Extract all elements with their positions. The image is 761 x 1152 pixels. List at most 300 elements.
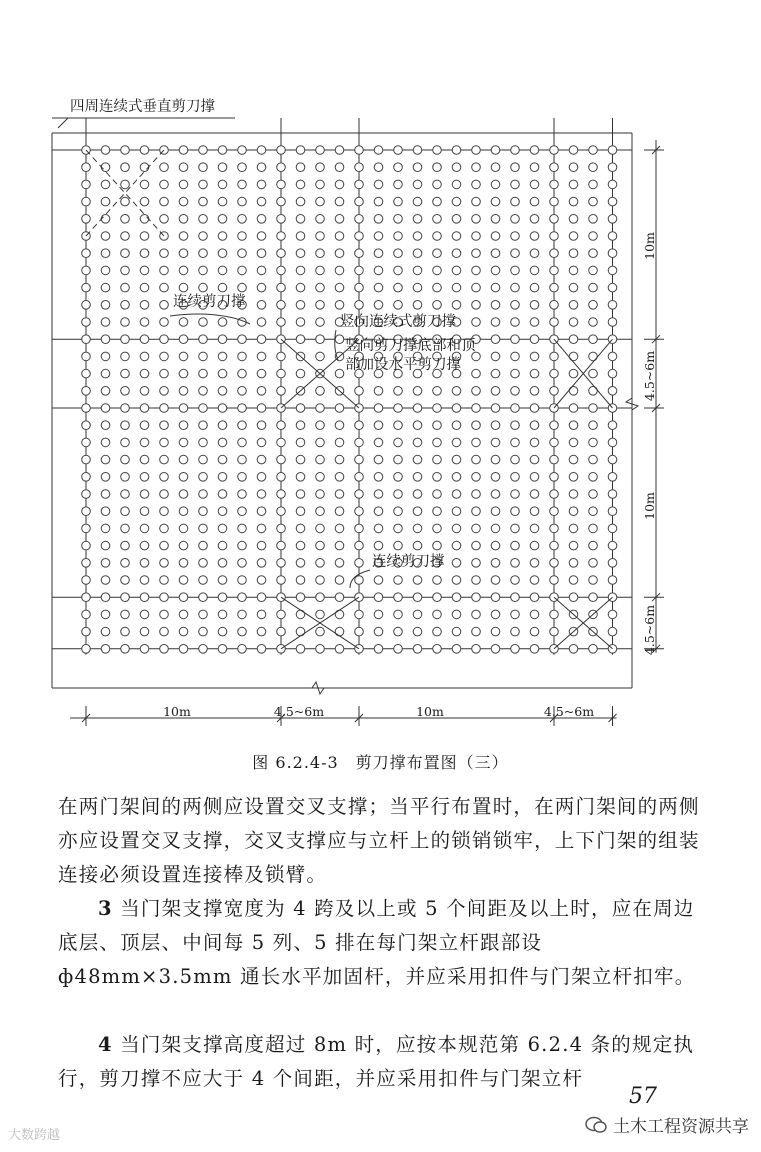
pole xyxy=(140,146,149,155)
pole xyxy=(316,438,325,447)
pole xyxy=(608,559,617,568)
pole xyxy=(257,490,266,499)
pole xyxy=(101,610,110,619)
pole xyxy=(355,387,364,396)
pole xyxy=(608,455,617,464)
pole xyxy=(608,215,617,224)
pole xyxy=(179,593,188,602)
pole xyxy=(511,387,520,396)
pole xyxy=(316,232,325,241)
pole xyxy=(257,438,266,447)
pole xyxy=(296,369,305,378)
chat-bubble-icon xyxy=(585,1116,607,1134)
pole xyxy=(569,645,578,654)
pole xyxy=(160,249,169,258)
pole xyxy=(335,283,344,292)
pole xyxy=(374,283,383,292)
pole xyxy=(355,576,364,585)
pole xyxy=(491,455,500,464)
pole xyxy=(413,197,422,206)
pole xyxy=(335,180,344,189)
pole xyxy=(511,610,520,619)
pole xyxy=(335,215,344,224)
pole xyxy=(238,369,247,378)
pole xyxy=(530,301,539,310)
pole xyxy=(491,404,500,413)
pole xyxy=(179,369,188,378)
pole xyxy=(491,593,500,602)
pole xyxy=(335,645,344,654)
pole xyxy=(179,266,188,275)
pole xyxy=(608,369,617,378)
pole xyxy=(179,404,188,413)
pole xyxy=(101,352,110,361)
pole xyxy=(550,301,559,310)
pole xyxy=(160,559,169,568)
pole xyxy=(394,645,403,654)
pole xyxy=(238,387,247,396)
pole xyxy=(179,352,188,361)
pole xyxy=(160,541,169,550)
pole xyxy=(238,249,247,258)
pole xyxy=(413,541,422,550)
pole xyxy=(413,438,422,447)
pole xyxy=(140,645,149,654)
pole xyxy=(335,146,344,155)
pole xyxy=(82,455,91,464)
pole xyxy=(530,283,539,292)
pole xyxy=(589,387,598,396)
pole xyxy=(296,524,305,533)
pole xyxy=(335,627,344,636)
pole xyxy=(413,473,422,482)
pole xyxy=(199,335,208,344)
pole xyxy=(199,490,208,499)
paragraph-cross-bracing xyxy=(58,790,708,892)
pole xyxy=(121,249,130,258)
dim-bottom-4: 4.5~6m xyxy=(543,704,595,719)
pole xyxy=(199,387,208,396)
pole xyxy=(316,352,325,361)
pole xyxy=(452,180,461,189)
pole xyxy=(335,266,344,275)
watermark-text: 土木工程资源共享 xyxy=(613,1117,749,1137)
pole xyxy=(199,318,208,327)
pole xyxy=(140,455,149,464)
pole xyxy=(218,490,227,499)
pole xyxy=(472,473,481,482)
pole xyxy=(160,490,169,499)
pole xyxy=(296,249,305,258)
pole xyxy=(218,180,227,189)
pole xyxy=(121,146,130,155)
pole xyxy=(277,249,286,258)
pole xyxy=(355,163,364,172)
pole xyxy=(530,524,539,533)
pole xyxy=(101,387,110,396)
pole xyxy=(218,266,227,275)
pole xyxy=(160,610,169,619)
pole xyxy=(413,576,422,585)
pole xyxy=(296,180,305,189)
pole xyxy=(452,576,461,585)
pole xyxy=(355,473,364,482)
pole xyxy=(277,473,286,482)
pole xyxy=(394,610,403,619)
pole xyxy=(101,490,110,499)
pole xyxy=(121,335,130,344)
pole xyxy=(238,559,247,568)
pole xyxy=(101,180,110,189)
pole xyxy=(550,283,559,292)
pole xyxy=(296,610,305,619)
pole xyxy=(277,301,286,310)
pole xyxy=(316,559,325,568)
pole xyxy=(160,645,169,654)
pole xyxy=(160,404,169,413)
pole xyxy=(394,541,403,550)
pole xyxy=(413,249,422,258)
pole xyxy=(101,438,110,447)
pole xyxy=(394,146,403,155)
pole xyxy=(82,352,91,361)
pole xyxy=(355,215,364,224)
pole xyxy=(608,524,617,533)
pole xyxy=(316,404,325,413)
pole xyxy=(316,610,325,619)
pole xyxy=(355,421,364,430)
pole xyxy=(550,387,559,396)
pole xyxy=(82,369,91,378)
pole xyxy=(511,283,520,292)
pole xyxy=(140,593,149,602)
pole xyxy=(218,541,227,550)
pole xyxy=(82,387,91,396)
pole xyxy=(355,541,364,550)
pole xyxy=(589,335,598,344)
pole xyxy=(452,215,461,224)
pole xyxy=(608,266,617,275)
pole xyxy=(140,335,149,344)
pole xyxy=(511,559,520,568)
pole xyxy=(433,490,442,499)
pole xyxy=(277,352,286,361)
pole xyxy=(394,438,403,447)
pole xyxy=(218,455,227,464)
pole xyxy=(550,318,559,327)
pole xyxy=(491,352,500,361)
pole xyxy=(511,507,520,516)
pole xyxy=(413,387,422,396)
pole xyxy=(82,473,91,482)
pole xyxy=(335,163,344,172)
pole xyxy=(413,645,422,654)
pole xyxy=(238,197,247,206)
pole xyxy=(589,249,598,258)
pole xyxy=(335,524,344,533)
pole xyxy=(472,215,481,224)
pole xyxy=(316,507,325,516)
pole xyxy=(569,421,578,430)
pole xyxy=(179,146,188,155)
pole xyxy=(160,180,169,189)
pole xyxy=(335,197,344,206)
pole xyxy=(335,232,344,241)
pole xyxy=(316,215,325,224)
dim-right-4: 4.5~6m xyxy=(642,604,657,656)
pole xyxy=(433,455,442,464)
pole xyxy=(608,421,617,430)
pole xyxy=(101,473,110,482)
pole xyxy=(413,232,422,241)
pole xyxy=(140,197,149,206)
pole xyxy=(179,541,188,550)
pole xyxy=(140,490,149,499)
pole xyxy=(160,163,169,172)
pole xyxy=(491,473,500,482)
pole xyxy=(296,215,305,224)
pole xyxy=(316,146,325,155)
pole xyxy=(569,215,578,224)
pole xyxy=(530,369,539,378)
pole xyxy=(589,576,598,585)
pole xyxy=(569,507,578,516)
pole xyxy=(179,438,188,447)
pole xyxy=(179,524,188,533)
pole xyxy=(199,559,208,568)
pole xyxy=(589,301,598,310)
pole xyxy=(550,163,559,172)
pole xyxy=(218,352,227,361)
watermark-source-text: 大数跨越 xyxy=(8,1128,61,1143)
dim-bottom-1: 10m xyxy=(163,704,191,719)
pole xyxy=(491,266,500,275)
pole xyxy=(433,576,442,585)
pole xyxy=(452,645,461,654)
pole xyxy=(277,215,286,224)
pole xyxy=(179,455,188,464)
pole xyxy=(160,352,169,361)
pole xyxy=(472,507,481,516)
pole xyxy=(238,645,247,654)
pole xyxy=(160,283,169,292)
pole xyxy=(277,421,286,430)
pole xyxy=(296,559,305,568)
pole xyxy=(257,645,266,654)
pole xyxy=(511,541,520,550)
pole xyxy=(140,507,149,516)
pole xyxy=(121,283,130,292)
pole xyxy=(569,473,578,482)
pole xyxy=(277,283,286,292)
pole xyxy=(413,507,422,516)
pole xyxy=(374,455,383,464)
pole xyxy=(121,232,130,241)
pole xyxy=(160,266,169,275)
pole xyxy=(355,438,364,447)
pole xyxy=(608,197,617,206)
pole xyxy=(530,610,539,619)
pole xyxy=(179,249,188,258)
pole xyxy=(277,318,286,327)
pole xyxy=(413,266,422,275)
pole xyxy=(316,197,325,206)
pole xyxy=(374,387,383,396)
pole xyxy=(472,163,481,172)
pole xyxy=(394,490,403,499)
pole xyxy=(491,610,500,619)
pole xyxy=(589,541,598,550)
pole xyxy=(277,627,286,636)
pole xyxy=(374,576,383,585)
pole xyxy=(277,163,286,172)
pole xyxy=(433,387,442,396)
pole xyxy=(277,266,286,275)
pole xyxy=(511,455,520,464)
pole xyxy=(140,610,149,619)
pole xyxy=(491,249,500,258)
pole xyxy=(199,249,208,258)
pole xyxy=(452,404,461,413)
pole xyxy=(238,266,247,275)
pole xyxy=(101,645,110,654)
pole xyxy=(296,490,305,499)
pole xyxy=(179,559,188,568)
pole xyxy=(374,404,383,413)
pole xyxy=(277,197,286,206)
pole xyxy=(199,473,208,482)
pole xyxy=(589,455,598,464)
label-vertical-continuous-brace: 竖向连续式剪刀撑 xyxy=(340,314,456,330)
pole xyxy=(394,404,403,413)
pole xyxy=(218,249,227,258)
pole xyxy=(589,559,598,568)
pole xyxy=(199,369,208,378)
pole xyxy=(511,627,520,636)
pole xyxy=(374,163,383,172)
pole xyxy=(550,352,559,361)
pole xyxy=(433,507,442,516)
pole xyxy=(394,283,403,292)
pole xyxy=(218,404,227,413)
pole xyxy=(433,541,442,550)
pole xyxy=(394,180,403,189)
pole xyxy=(413,146,422,155)
pole xyxy=(296,266,305,275)
pole xyxy=(569,404,578,413)
pole xyxy=(355,490,364,499)
pole xyxy=(589,232,598,241)
pole xyxy=(472,232,481,241)
pole xyxy=(238,352,247,361)
pole xyxy=(82,507,91,516)
pole xyxy=(257,593,266,602)
pole xyxy=(413,593,422,602)
pole xyxy=(335,507,344,516)
pole xyxy=(569,318,578,327)
pole xyxy=(82,404,91,413)
pole xyxy=(257,524,266,533)
pole xyxy=(335,593,344,602)
pole xyxy=(374,524,383,533)
pole xyxy=(82,593,91,602)
pole xyxy=(433,627,442,636)
pole xyxy=(511,146,520,155)
pole xyxy=(569,524,578,533)
pole xyxy=(199,645,208,654)
pole xyxy=(335,421,344,430)
pole xyxy=(121,197,130,206)
pole xyxy=(257,283,266,292)
pole xyxy=(101,232,110,241)
pole xyxy=(452,559,461,568)
pole xyxy=(550,197,559,206)
pole xyxy=(179,215,188,224)
pole xyxy=(101,507,110,516)
pole xyxy=(491,318,500,327)
pole xyxy=(511,163,520,172)
pole xyxy=(199,610,208,619)
pole xyxy=(394,507,403,516)
pole xyxy=(491,197,500,206)
pole xyxy=(257,627,266,636)
pole xyxy=(101,369,110,378)
pole xyxy=(394,163,403,172)
pole xyxy=(179,421,188,430)
pole xyxy=(179,507,188,516)
pole xyxy=(374,180,383,189)
pole xyxy=(374,627,383,636)
pole xyxy=(530,352,539,361)
pole xyxy=(608,283,617,292)
pole xyxy=(179,232,188,241)
pole xyxy=(589,215,598,224)
pole xyxy=(277,524,286,533)
pole xyxy=(296,438,305,447)
pole xyxy=(530,627,539,636)
pole xyxy=(374,438,383,447)
pole xyxy=(257,335,266,344)
pole xyxy=(452,197,461,206)
pole xyxy=(277,387,286,396)
pole xyxy=(160,387,169,396)
pole xyxy=(413,404,422,413)
pole xyxy=(472,593,481,602)
pole xyxy=(101,455,110,464)
pole xyxy=(374,146,383,155)
break-symbol xyxy=(626,392,638,416)
pole xyxy=(101,283,110,292)
pole xyxy=(218,146,227,155)
pole xyxy=(491,215,500,224)
pole xyxy=(316,301,325,310)
pole xyxy=(608,249,617,258)
pole xyxy=(413,421,422,430)
pole xyxy=(160,576,169,585)
pole xyxy=(238,163,247,172)
paragraph-item-4 xyxy=(58,1028,708,1096)
pole xyxy=(374,197,383,206)
pole xyxy=(550,490,559,499)
pole xyxy=(199,507,208,516)
pole xyxy=(199,627,208,636)
pole xyxy=(140,301,149,310)
pole xyxy=(530,473,539,482)
pole xyxy=(121,421,130,430)
pole xyxy=(179,576,188,585)
dim-right-3: 10m xyxy=(642,492,657,520)
pole xyxy=(335,576,344,585)
